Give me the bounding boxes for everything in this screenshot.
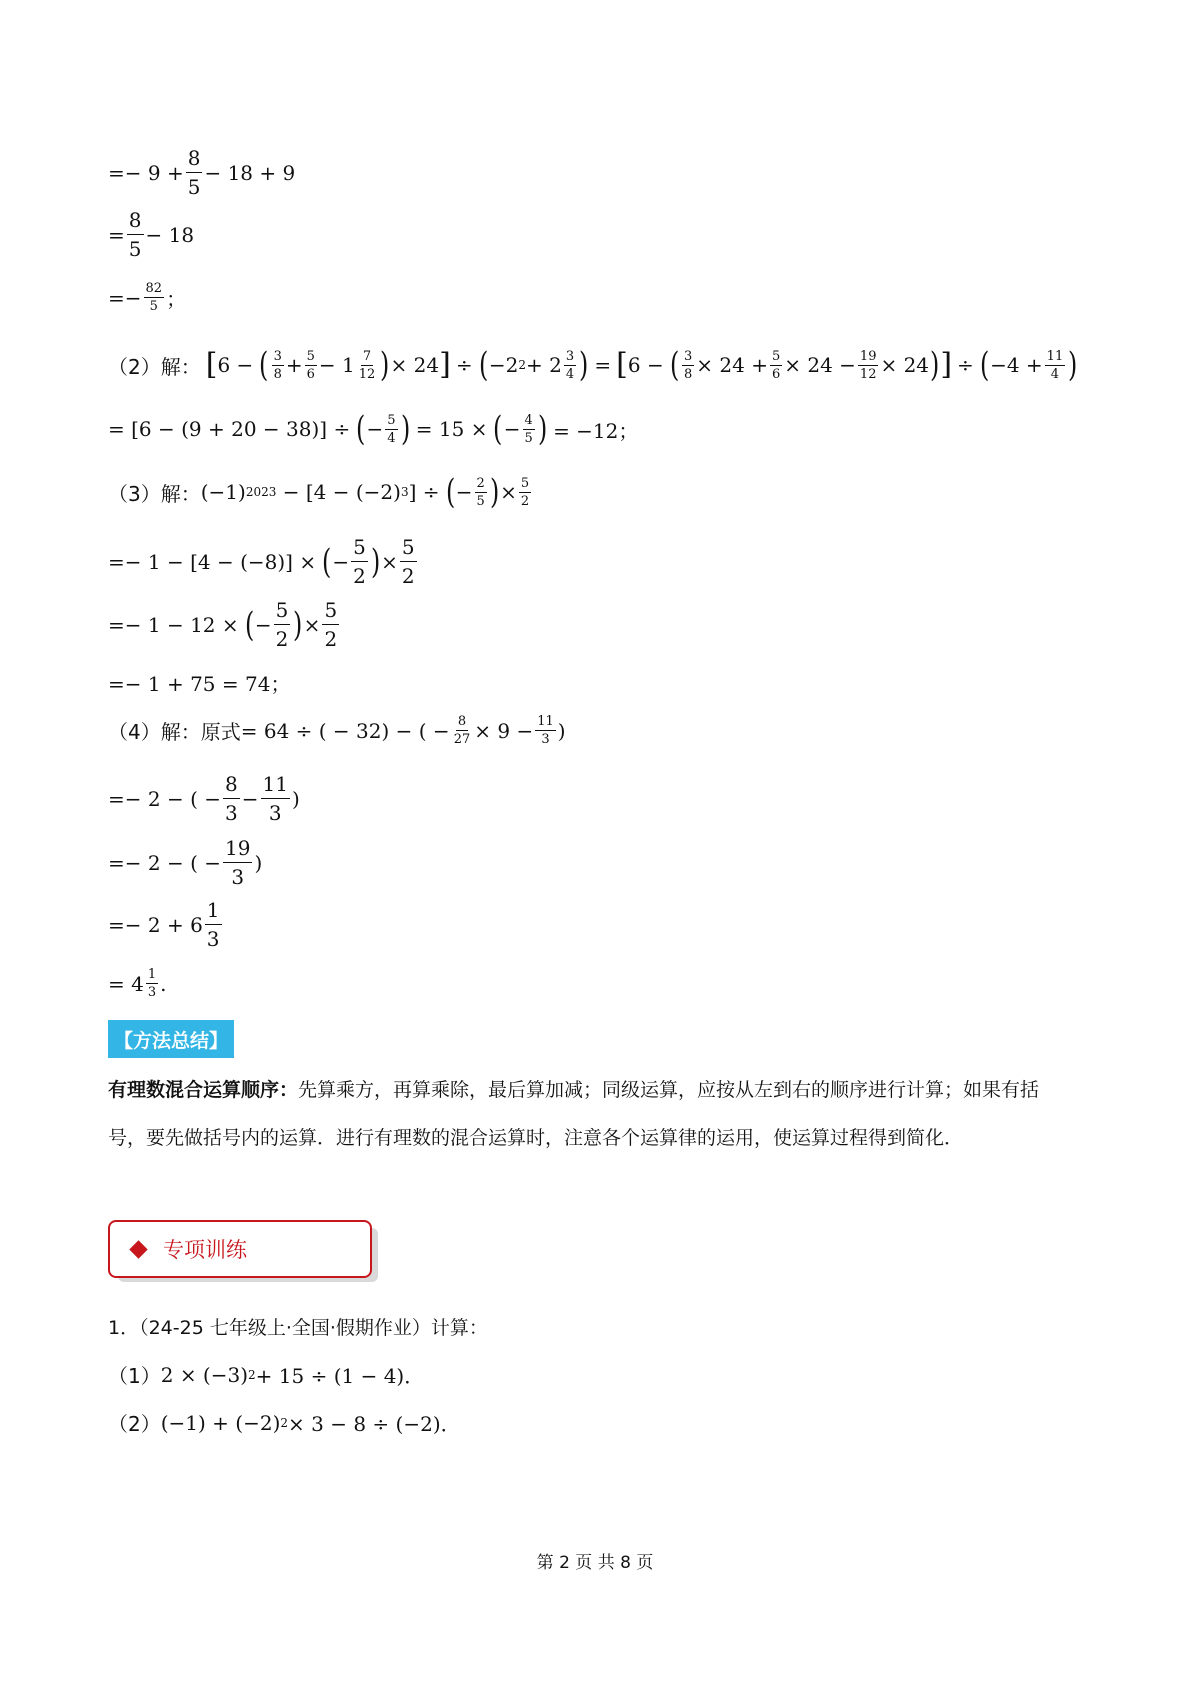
denominator: 2 — [324, 627, 338, 651]
fraction — [682, 350, 694, 381]
fraction — [385, 414, 397, 445]
paren: ) — [380, 345, 390, 385]
numerator: 19 — [223, 838, 252, 863]
solution-step — [108, 210, 194, 259]
denominator: 5 — [187, 175, 201, 199]
expr-rest: + 15 ÷ (1 − 4)． — [255, 1364, 425, 1388]
page-footer: 第 2 页 共 8 页 — [536, 1553, 654, 1573]
denominator: 4 — [1050, 366, 1060, 382]
denominator: 12 — [358, 366, 376, 382]
fraction — [205, 900, 222, 949]
denominator: 27 — [453, 732, 471, 747]
problem-4-final — [108, 968, 166, 999]
problem-4-line-1: （4）解：原式 = 64 ÷ ( − 32) − ( − $\frac{8}{27}$ × 9 − $\frac{11}{3}$ ) — [108, 714, 566, 747]
expr: (−1) + (−2) — [160, 1410, 281, 1435]
denominator: 5 — [476, 493, 485, 509]
training-section-header — [108, 1220, 372, 1278]
numerator: 11 — [537, 714, 554, 729]
denominator: 3 — [225, 801, 238, 825]
step-text: =− 1 + 75 = 74； — [108, 672, 291, 696]
paren: ( — [478, 345, 488, 385]
bracket: ] — [940, 347, 953, 382]
paren: ) — [489, 472, 500, 512]
fraction — [305, 350, 317, 381]
denominator: 2 — [353, 564, 366, 588]
summary-bold-lead: 有理数混合运算顺序： — [108, 1079, 299, 1101]
step-text: = 4 — [108, 971, 144, 996]
numerator: 4 — [524, 412, 533, 428]
question-1-part-2: （2） (−1) + (−2) 2 × 3 − 8 ÷ (−2)． — [108, 1408, 461, 1437]
expr-rest: × 3 − 8 ÷ (−2)． — [288, 1412, 461, 1436]
fraction — [322, 600, 339, 649]
numerator: 1 — [205, 900, 222, 925]
paren: ( — [356, 409, 366, 449]
denominator: 3 — [268, 801, 282, 825]
problem-label: （4）解：原式 — [108, 720, 241, 744]
paren: ( — [244, 604, 254, 645]
paren: ) — [537, 409, 548, 449]
solution-step — [108, 282, 186, 313]
denominator: 12 — [859, 366, 877, 382]
question-1-prefix — [108, 1313, 488, 1340]
paren: ( — [493, 409, 503, 449]
fraction — [770, 350, 782, 381]
fraction — [223, 838, 252, 887]
numerator: 5 — [400, 537, 417, 562]
method-summary-tag: 【方法总结】 — [108, 1020, 234, 1058]
denominator: 4 — [387, 430, 396, 446]
paren: ) — [400, 409, 410, 449]
step-text: = −12； — [553, 418, 639, 443]
paren: ) — [1068, 345, 1078, 385]
bracket: ] — [439, 347, 451, 382]
denominator: 3 — [147, 985, 157, 1000]
fraction — [272, 350, 284, 381]
fraction — [564, 350, 576, 381]
fraction — [858, 350, 879, 381]
denominator: 5 — [149, 299, 158, 314]
diamond-icon — [129, 1240, 147, 1258]
denominator: 2 — [275, 627, 289, 651]
denominator: 2 — [401, 564, 415, 588]
paren: ) — [293, 604, 303, 645]
numerator: 1 — [147, 967, 157, 982]
denominator: 8 — [683, 366, 693, 382]
fraction — [523, 414, 535, 445]
fraction — [351, 537, 368, 586]
denominator: 8 — [273, 366, 282, 382]
fraction — [127, 210, 144, 259]
expr: 2 × (−3) — [160, 1362, 249, 1387]
solution-step — [108, 148, 295, 197]
fraction — [475, 477, 487, 508]
fraction — [452, 715, 473, 746]
fraction — [261, 774, 290, 823]
denominator: 3 — [541, 732, 550, 747]
numerator: 3 — [565, 348, 575, 364]
problem-4-line-3: =− 2 − ( − $\frac{19}{3}$ ) — [108, 836, 263, 889]
problem-3-line-1: （3）解： (−1) 2023 − [4 − (−2) 3 ] ÷ ( − $\frac{2}{5}$ ) × $\frac{5}{2}$ — [108, 472, 530, 512]
denominator: 4 — [565, 366, 575, 382]
step-text: − 18 — [145, 222, 195, 247]
denominator: 5 — [524, 430, 533, 446]
numerator: 7 — [362, 348, 372, 364]
fraction — [357, 350, 378, 381]
fraction — [400, 537, 417, 586]
problem-4-line-4: =− 2 + 6 $\frac{1}{3}$ — [108, 898, 220, 951]
method-summary-text — [108, 1066, 1076, 1162]
fraction — [274, 600, 291, 649]
step-text: − 18 + 9 — [204, 160, 296, 185]
step-text: ； — [166, 287, 187, 311]
summary-body: 先算乘方，再算乘除，最后算加减；同级运算，应按从左到右的顺序进行计算；如果有括号，要先做括号内的运算．进行有理数的混合运算时，注意各个运算律的运用，使运算过程得到简化． — [108, 1079, 1040, 1149]
denominator: 2 — [520, 493, 530, 509]
numerator: 8 — [186, 148, 203, 173]
numerator: 5 — [351, 537, 368, 562]
numerator: 11 — [1046, 348, 1064, 364]
numerator: 3 — [273, 348, 282, 364]
numerator: 3 — [683, 348, 693, 364]
numerator: 2 — [476, 475, 485, 491]
question-text: 1．（24-25 七年级上·全国·假期作业）计算： — [108, 1317, 488, 1339]
denominator: 3 — [231, 865, 245, 889]
part-label: （2） — [108, 1412, 161, 1436]
numerator: 19 — [859, 348, 877, 364]
denominator: 6 — [771, 366, 781, 382]
numerator: 5 — [771, 348, 781, 364]
problem-label: （3）解： — [108, 481, 201, 506]
problem-3-line-3: =− 1 − 12 × ( − $\frac{5}{2}$ ) × $\frac{5}{2}$ — [108, 598, 338, 651]
problem-3-line-4 — [108, 668, 290, 697]
fraction — [146, 968, 158, 999]
step-text: =− 9 + — [108, 160, 184, 185]
paren: ) — [370, 541, 381, 582]
fraction — [535, 715, 556, 746]
paren: ( — [322, 541, 332, 582]
step-text: =− — [108, 285, 142, 310]
numerator: 5 — [387, 412, 396, 428]
question-1-part-1: （1） 2 × (−3) 2 + 15 ÷ (1 − 4)． — [108, 1360, 424, 1389]
numerator: 8 — [223, 774, 240, 799]
numerator: 5 — [520, 475, 530, 491]
fraction — [186, 148, 203, 197]
numerator: 82 — [145, 281, 163, 296]
numerator: 8 — [127, 210, 144, 235]
problem-2-line-1: （2）解： [ 6 − ( $\frac{3}{8}$ + $\frac{5}{6}$ − 1 $\frac{7}{12}$ ) × 24 ] ÷ ( −2 2 + 2 $\frac{3}{4}$ ) = [ 6 − ( $\frac{3}{8}$ × 24 + $\frac{5}{6}$ × 24 − $\frac{19}{12}$ × 24 ) ] ÷ ( −4 + $\frac{11}{4}$ ) — [108, 345, 1078, 385]
problem-3-line-2: =− 1 − [4 − (−8)] × ( − $\frac{5}{2}$ ) × $\frac{5}{2}$ — [108, 535, 415, 588]
problem-4-line-2: =− 2 − ( − $\frac{8}{3}$ − $\frac{11}{3}$ ) — [108, 772, 300, 825]
denominator: 6 — [306, 366, 315, 382]
paren: ) — [930, 345, 940, 385]
numerator: 5 — [322, 600, 339, 625]
step-text: ) — [291, 786, 300, 811]
problem-label: （2）解： — [108, 354, 201, 379]
numerator: 8 — [457, 714, 467, 729]
bracket: [ — [205, 347, 218, 382]
training-title: 专项训练 — [163, 1238, 247, 1262]
bracket: [ — [616, 347, 628, 382]
paren: ( — [979, 345, 990, 385]
paren: ( — [445, 472, 455, 512]
paren: ( — [259, 345, 269, 385]
denominator: 5 — [128, 237, 142, 261]
step-text: . — [160, 971, 167, 996]
numerator: 11 — [261, 774, 290, 799]
problem-2-line-2: = [6 − (9 + 20 − 38)] ÷ ( − $\frac{5}{4}$ ) = 15 × ( − $\frac{4}{5}$ ) = −12； — [108, 409, 639, 449]
denominator: 3 — [206, 927, 220, 951]
paren: ( — [669, 345, 679, 385]
fraction — [1045, 350, 1066, 381]
step-text: = — [108, 222, 125, 247]
part-label: （1） — [108, 1364, 161, 1388]
numerator: 5 — [306, 348, 315, 364]
fraction — [144, 282, 165, 313]
fraction — [223, 774, 240, 823]
paren: ) — [579, 345, 589, 385]
numerator: 5 — [274, 600, 291, 625]
fraction — [519, 477, 531, 508]
